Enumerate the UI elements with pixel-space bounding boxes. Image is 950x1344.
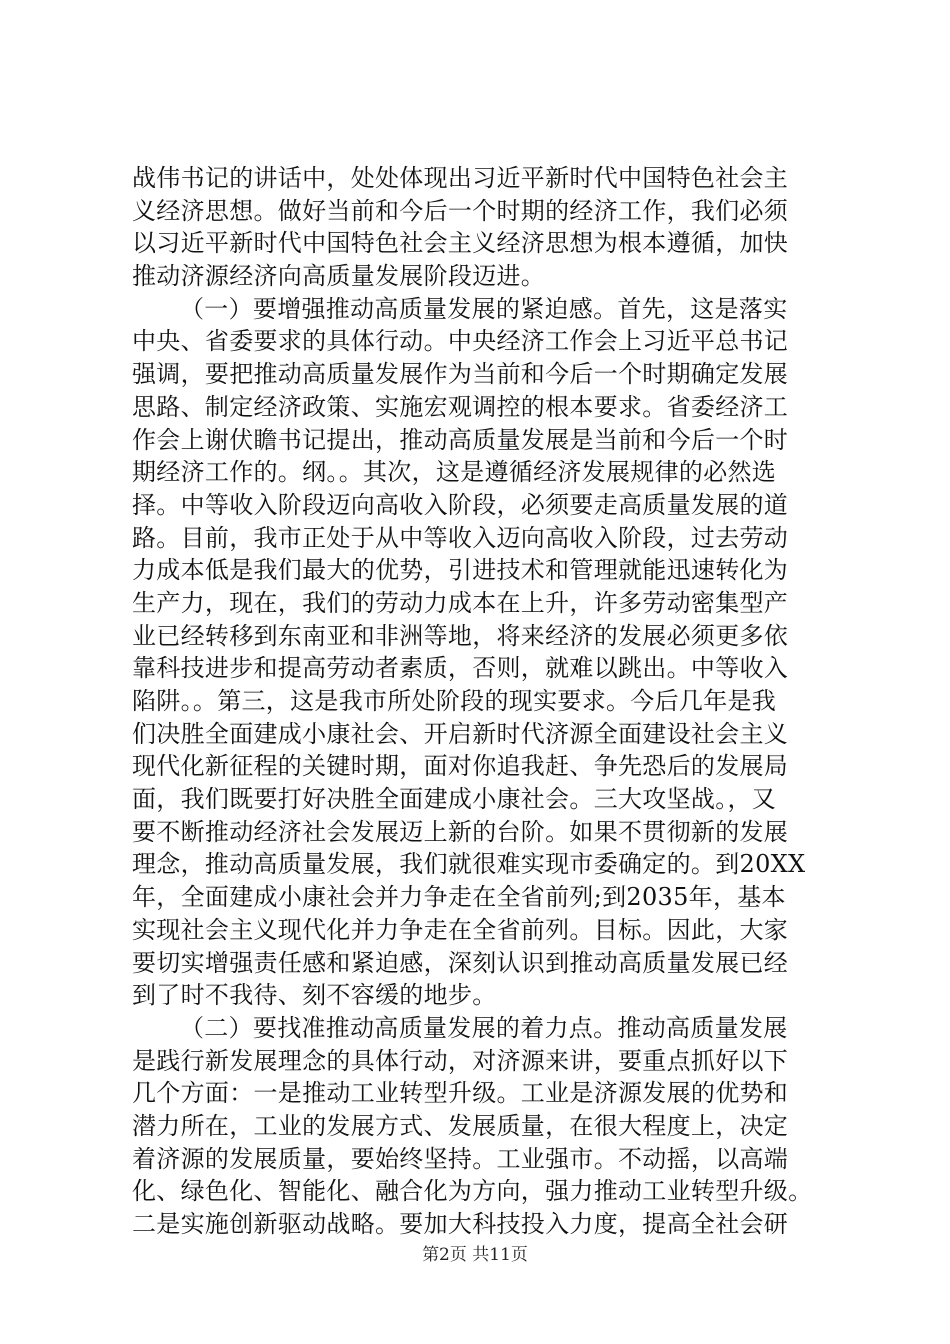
text-line: 实现社会主义现代化并力争走在全省前列。目标。因此，大家 [132, 915, 789, 944]
text-line: 理念，推动高质量发展，我们就很难实现市委确定的。到20XX [132, 850, 806, 879]
document-body [132, 162, 832, 1241]
text-line: 以习近平新时代中国特色社会主义经济思想为根本遵循，加快 [132, 229, 789, 258]
text-line: 潜力所在，工业的发展方式、发展质量，在很大程度上，决定 [132, 1111, 789, 1140]
page-footer: 第2页 共11页 [422, 1245, 528, 1265]
text-line: 化、绿色化、智能化、融合化为方向，强力推动工业转型升级。 [132, 1177, 813, 1206]
text-line: （二）要找准推动高质量发展的着力点。推动高质量发展 [180, 1013, 788, 1042]
paragraph [132, 162, 832, 293]
text-line: 们决胜全面建成小康社会、开启新时代济源全面建设社会主义 [132, 719, 789, 748]
text-line: 业已经转移到东南亚和非洲等地，将来经济的发展必须更多依 [132, 621, 789, 650]
text-line: 强调，要把推动高质量发展作为当前和今后一个时期确定发展 [132, 360, 789, 389]
text-line: 几个方面：一是推动工业转型升级。工业是济源发展的优势和 [132, 1079, 789, 1108]
text-line: 靠科技进步和提高劳动者素质，否则，就难以跳出。中等收入 [132, 654, 789, 683]
text-line: 力成本低是我们最大的优势，引进技术和管理就能迅速转化为 [132, 556, 789, 585]
text-line: 到了时不我待、刻不容缓的地步。 [132, 981, 497, 1010]
text-line: 年，全面建成小康社会并力争走在全省前列;到2035年，基本 [132, 883, 786, 912]
text-line: 面，我们既要打好决胜全面建成小康社会。三大攻坚战。，又 [132, 785, 777, 814]
text-line: 战伟书记的讲话中，处处体现出习近平新时代中国特色社会主 [132, 164, 789, 192]
text-line: 要切实增强责任感和紧迫感，深刻认识到推动高质量发展已经 [132, 948, 789, 977]
text-line: 作会上谢伏瞻书记提出，推动高质量发展是当前和今后一个时 [132, 425, 789, 454]
text-line: 义经济思想。做好当前和今后一个时期的经济工作，我们必须 [132, 196, 789, 225]
text-line: 着济源的发展质量，要始终坚持。工业强市。不动摇，以高端 [132, 1144, 789, 1173]
text-line: 期经济工作的。纲。。其次，这是遵循经济发展规律的必然选 [132, 458, 777, 487]
text-line: 二是实施创新驱动战略。要加大科技投入力度，提高全社会研 [132, 1210, 789, 1238]
text-line: 择。中等收入阶段迈向高收入阶段，必须要走高质量发展的道 [132, 490, 789, 519]
text-line: 现代化新征程的关键时期，面对你追我赶、争先恐后的发展局 [132, 752, 789, 781]
text-line: 路。目前，我市正处于从中等收入迈向高收入阶段，过去劳动 [132, 523, 789, 552]
text-line: （一）要增强推动高质量发展的紧迫感。首先，这是落实 [180, 294, 788, 323]
text-line: 中央、省委要求的具体行动。中央经济工作会上习近平总书记 [132, 327, 789, 356]
text-line: 要不断推动经济社会发展迈上新的台阶。如果不贯彻新的发展 [132, 817, 789, 846]
text-line: 陷阱。。第三，这是我市所处阶段的现实要求。今后几年是我 [132, 687, 777, 715]
text-line: 推动济源经济向高质量发展阶段迈进。 [132, 262, 546, 291]
paragraph [132, 1012, 832, 1241]
text-line: 思路、制定经济政策、实施宏观调控的根本要求。省委经济工 [132, 392, 789, 421]
text-line: 生产力，现在，我们的劳动力成本在上升，许多劳动密集型产 [132, 588, 789, 617]
paragraph [132, 293, 832, 1012]
text-line: 是践行新发展理念的具体行动，对济源来讲，要重点抓好以下 [132, 1046, 789, 1075]
